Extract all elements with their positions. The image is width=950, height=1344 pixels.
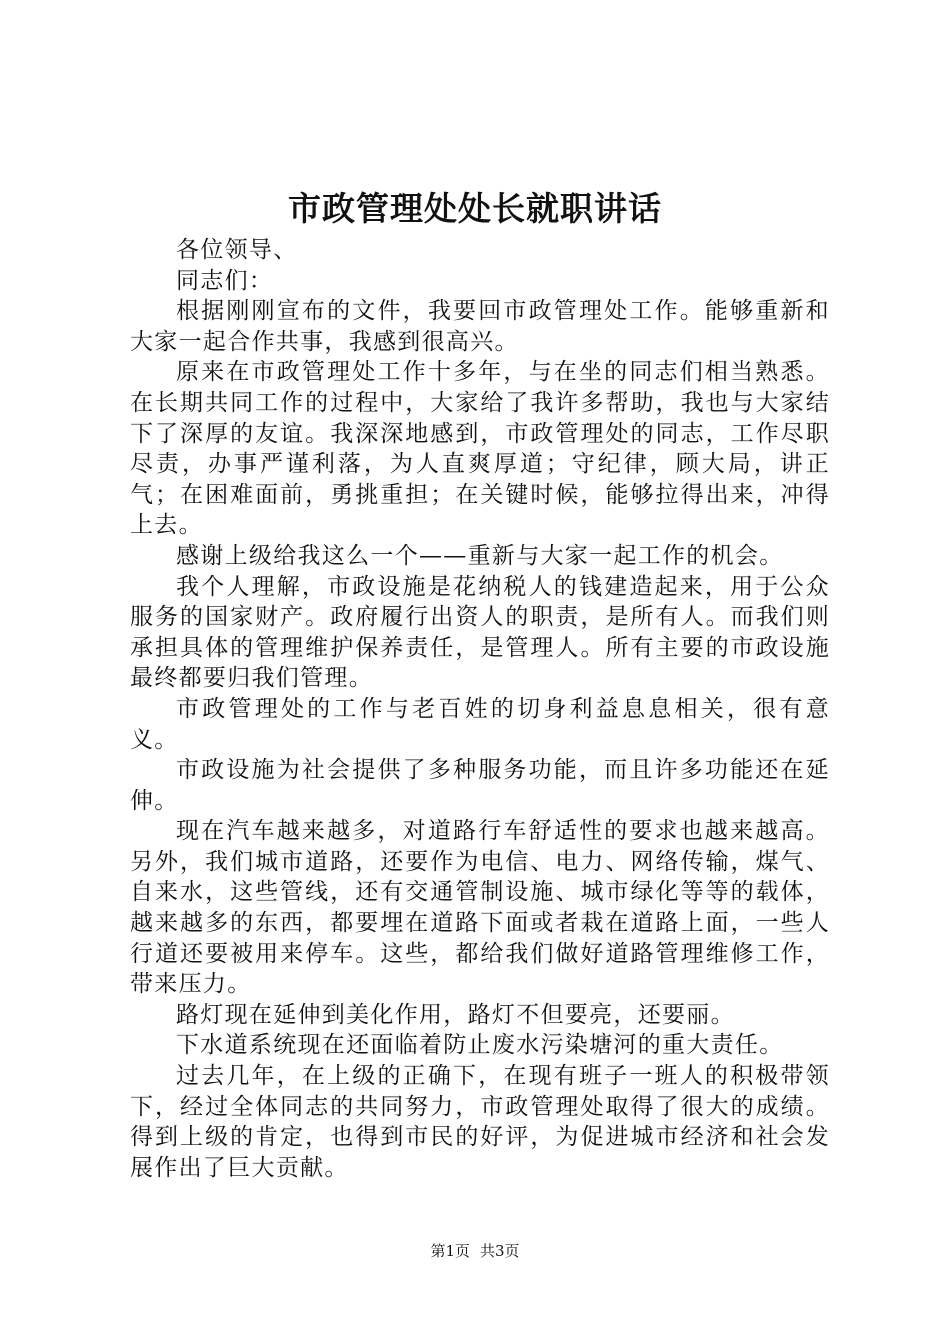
page-total: 共3页: [480, 1242, 520, 1260]
paragraph: 根据刚刚宣布的文件，我要回市政管理处工作。能够重新和大家一起合作共事，我感到很高兴。: [130, 298, 830, 355]
paragraph: 路灯现在延伸到美化作用，路灯不但要亮，还要丽。: [176, 1001, 735, 1028]
paragraph: 市政设施为社会提供了多种服务功能，而且许多功能还在延伸。: [130, 757, 830, 814]
paragraph: 原来在市政管理处工作十多年，与在坐的同志们相当熟悉。在长期共同工作的过程中，大家给了我许多帮助，我也与大家结下了深厚的友谊。我深深地感到，市政管理处的同志，工作尽职尽责，办事严谨利落，为人直爽厚道；守纪律，顾大局，讲正气；在困难面前，勇挑重担；在关键时候，能够拉得出来，冲得上去。: [130, 359, 830, 539]
page-number: 第1页: [430, 1242, 470, 1260]
paragraph: 市政管理处的工作与老百姓的切身利益息息相关，很有意义。: [130, 695, 830, 753]
paragraph: 感谢上级给我这么一个——重新与大家一起工作的机会。: [176, 542, 784, 569]
page-footer: [0, 1240, 950, 1262]
document-body: [130, 235, 830, 1183]
paragraph-salutation-2: 同志们：: [176, 267, 274, 294]
paragraph: 过去几年，在上级的正确下，在现有班子一班人的积极带领下，经过全体同志的共同努力，市政管理处取得了很大的成绩。得到上级的肯定，也得到市民的好评，为促进城市经济和社会发展作出了巨大贡献。: [130, 1063, 830, 1181]
paragraph-salutation-1: 各位领导、: [176, 237, 298, 263]
paragraph: 现在汽车越来越多，对道路行车舒适性的要求也越来越高。另外，我们城市道路，还要作为电信、电力、网络传输，煤气、自来水，这些管线，还有交通管制设施、城市绿化等等的载体，越来越多的东西，都要埋在道路下面或者栽在道路上面，一些人行道还要被用来停车。这些，都给我们做好道路管理维修工作，带来压力。: [130, 818, 830, 998]
document-title: 市政管理处处长就职讲话: [288, 189, 662, 228]
paragraph: 下水道系统现在还面临着防止废水污染塘河的重大责任。: [176, 1032, 784, 1059]
paragraph: 我个人理解，市政设施是花纳税人的钱建造起来，用于公众服务的国家财产。政府履行出资人的职责，是所有人。而我们则承担具体的管理维护保养责任，是管理人。所有主要的市政设施最终都要归我们管理。: [130, 573, 830, 692]
